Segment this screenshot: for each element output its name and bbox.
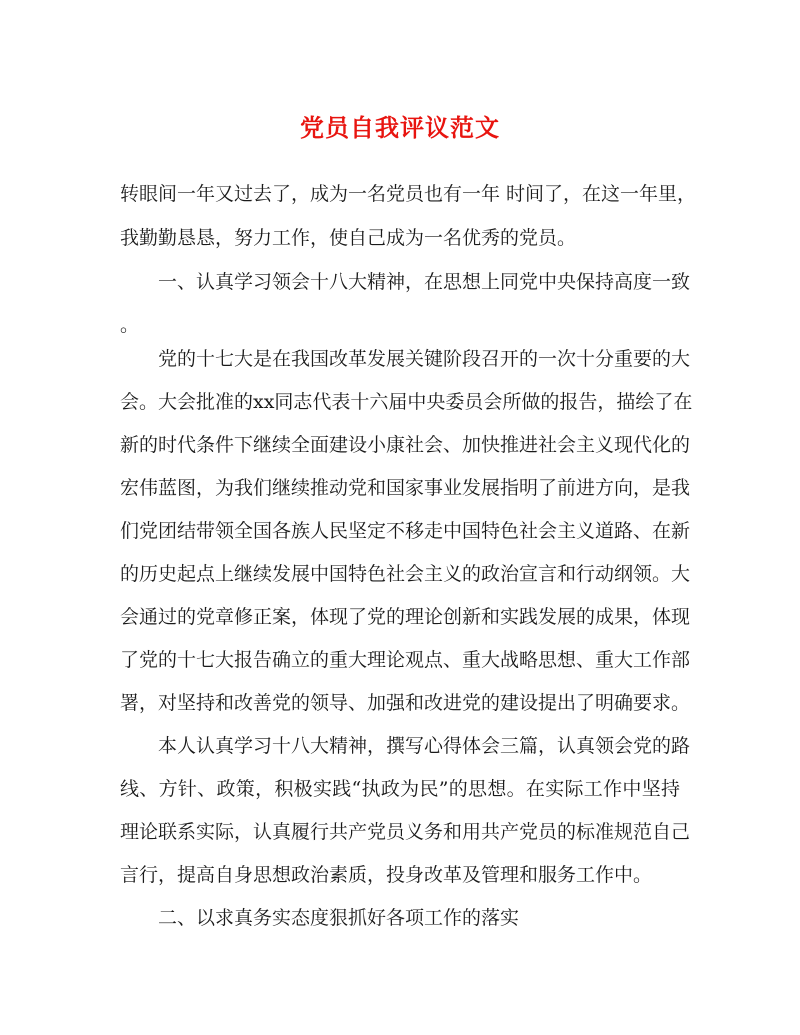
paragraph-2-line-7: 会通过的党章修正案，体现了党的理论创新和实践发展的成果，体现 <box>120 606 691 628</box>
paragraph-2-line-6: 的历史起点上继续发展中国特色社会主义的政治宣言和行动纲领。大 <box>120 563 691 585</box>
heading-2: 二、以求真务实态度狠抓好各项工作的落实 <box>158 907 520 929</box>
paragraph-2-line-9: 署，对坚持和改善党的领导、加强和改进党的建设提出了明确要求。 <box>120 692 691 714</box>
heading-1: 一、认真学习领会十八大精神，在思想上同党中央保持高度一致 <box>158 271 691 293</box>
paragraph-2-line-1: 党的十七大是在我国改革发展关键阶段召开的一次十分重要的大 <box>158 348 691 370</box>
paragraph-2-line-8: 了党的十七大报告确立的重大理论观点、重大战略思想、重大工作部 <box>120 649 691 671</box>
paragraph-2-line-4: 宏伟蓝图，为我们继续推动党和国家事业发展指明了前进方向，是我 <box>120 477 691 499</box>
paragraph-3-line-2: 线、方针、政策，积极实践“执政为民”的思想。在实际工作中坚持 <box>120 778 680 800</box>
paragraph-1-line-2: 我勤勤恳恳，努力工作，使自己成为一名优秀的党员。 <box>120 227 577 249</box>
paragraph-1-line-1: 转眼间一年又过去了，成为一名党员也有一年 时间了，在这一年里， <box>120 183 697 205</box>
paragraph-2-line-2: 会。大会批准的xx同志代表十六届中央委员会所做的报告，描绘了在 <box>120 391 693 413</box>
paragraph-3-line-3: 理论联系实际，认真履行共产党员义务和用共产党员的标准规范自己 <box>120 821 691 843</box>
paragraph-3-line-4: 言行，提高自身思想政治素质，投身改革及管理和服务工作中。 <box>120 864 653 886</box>
heading-1-continuation: 。 <box>120 314 140 336</box>
paragraph-3-line-1: 本人认真学习十八大精神，撰写心得体会三篇，认真领会党的路 <box>158 735 691 757</box>
paragraph-2-line-5: 们党团结带领全国各族人民坚定不移走中国特色社会主义道路、在新 <box>120 520 691 542</box>
paragraph-2-line-3: 新的时代条件下继续全面建设小康社会、加快推进社会主义现代化的 <box>120 434 691 456</box>
document-title: 党员自我评议范文 <box>300 113 500 142</box>
